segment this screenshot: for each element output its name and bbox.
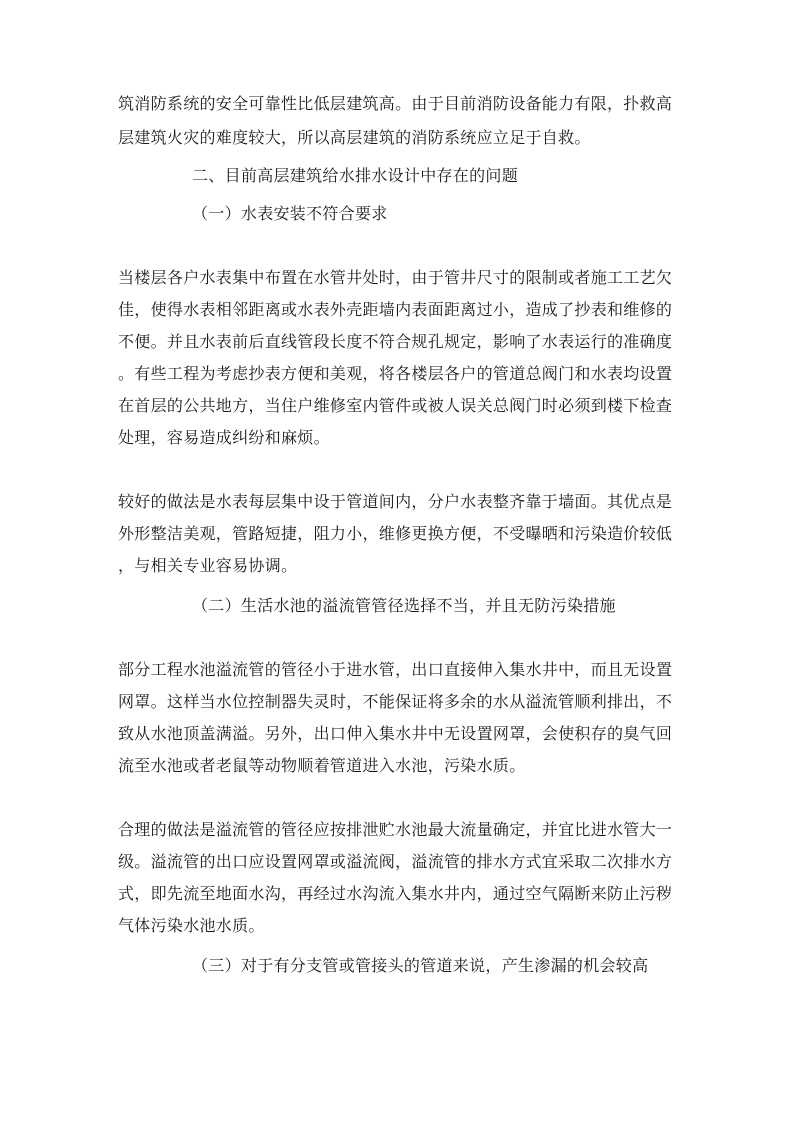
sub1-para1-line-4: 。有些工程为考虑抄表方便和美观，将各楼层各户的管道总阀门和水表均设置 xyxy=(118,364,673,383)
sub2-para2-line-2: 级。溢流管的出口应设置网罩或溢流阀，溢流管的排水方式宜采取二次排水方 xyxy=(118,852,673,871)
sub2-para2-line-1: 合理的做法是溢流管的管径应按排泄贮水池最大流量确定，并宜比进水管大一 xyxy=(118,820,673,839)
sub1-para1-line-3: 不便。并且水表前后直线管段长度不符合规孔规定，影响了水表运行的准确度 xyxy=(118,332,673,351)
sub2-para1-line-2: 网罩。这样当水位控制器失灵时，不能保证将多余的水从溢流管顺利排出，不 xyxy=(118,692,673,711)
sub2-para2-line-4: 气体污染水池水质。 xyxy=(118,916,265,935)
sub2-para1-line-1: 部分工程水池溢流管的管径小于进水管，出口直接伸入集水井中，而且无设置 xyxy=(118,660,673,679)
sub1-para1-line-1: 当楼层各户水表集中布置在水管井处时，由于管井尺寸的限制或者施工工艺欠 xyxy=(118,268,673,287)
sub1-para2-line-2: 外形整洁美观，管路短捷，阻力小，维修更换方便，不受曝晒和污染造价较低 xyxy=(118,524,673,543)
sub1-para1-line-6: 处理，容易造成纠纷和麻烦。 xyxy=(118,428,330,447)
subsection-title-2: （二）生活水池的溢流管管径选择不当，并且无防污染措施 xyxy=(192,596,616,615)
sub1-para1-line-5: 在首层的公共地方，当住户维修室内管件或被人误关总阀门时必须到楼下检查 xyxy=(118,396,673,415)
intro-line-1: 筑消防系统的安全可靠性比低层建筑高。由于目前消防设备能力有限，扑救高 xyxy=(118,94,673,113)
subsection-title-3: （三）对于有分支管或管接头的管道来说，产生渗漏的机会较高 xyxy=(192,956,649,975)
section-title: 二、目前高层建筑给水排水设计中存在的问题 xyxy=(192,166,519,185)
sub1-para1-line-2: 佳，使得水表相邻距离或水表外壳距墙内表面距离过小，造成了抄表和维修的 xyxy=(118,300,673,319)
intro-line-2: 层建筑火灾的难度较大，所以高层建筑的消防系统应立足于自救。 xyxy=(118,128,591,147)
sub2-para1-line-3: 致从水池顶盖满溢。另外，出口伸入集水井中无设置网罩，会使积存的臭气回 xyxy=(118,724,673,743)
sub2-para1-line-4: 流至水池或者老鼠等动物顺着管道进入水池，污染水质。 xyxy=(118,756,526,775)
subsection-title-1: （一）水表安装不符合要求 xyxy=(192,204,388,223)
sub1-para2-line-1: 较好的做法是水表每层集中设于管道间内，分户水表整齐靠于墙面。其优点是 xyxy=(118,492,673,511)
sub1-para2-line-3: ，与相关专业容易协调。 xyxy=(118,556,298,575)
sub2-para2-line-3: 式，即先流至地面水沟，再经过水沟流入集水井内，通过空气隔断来防止污秽 xyxy=(118,884,673,903)
